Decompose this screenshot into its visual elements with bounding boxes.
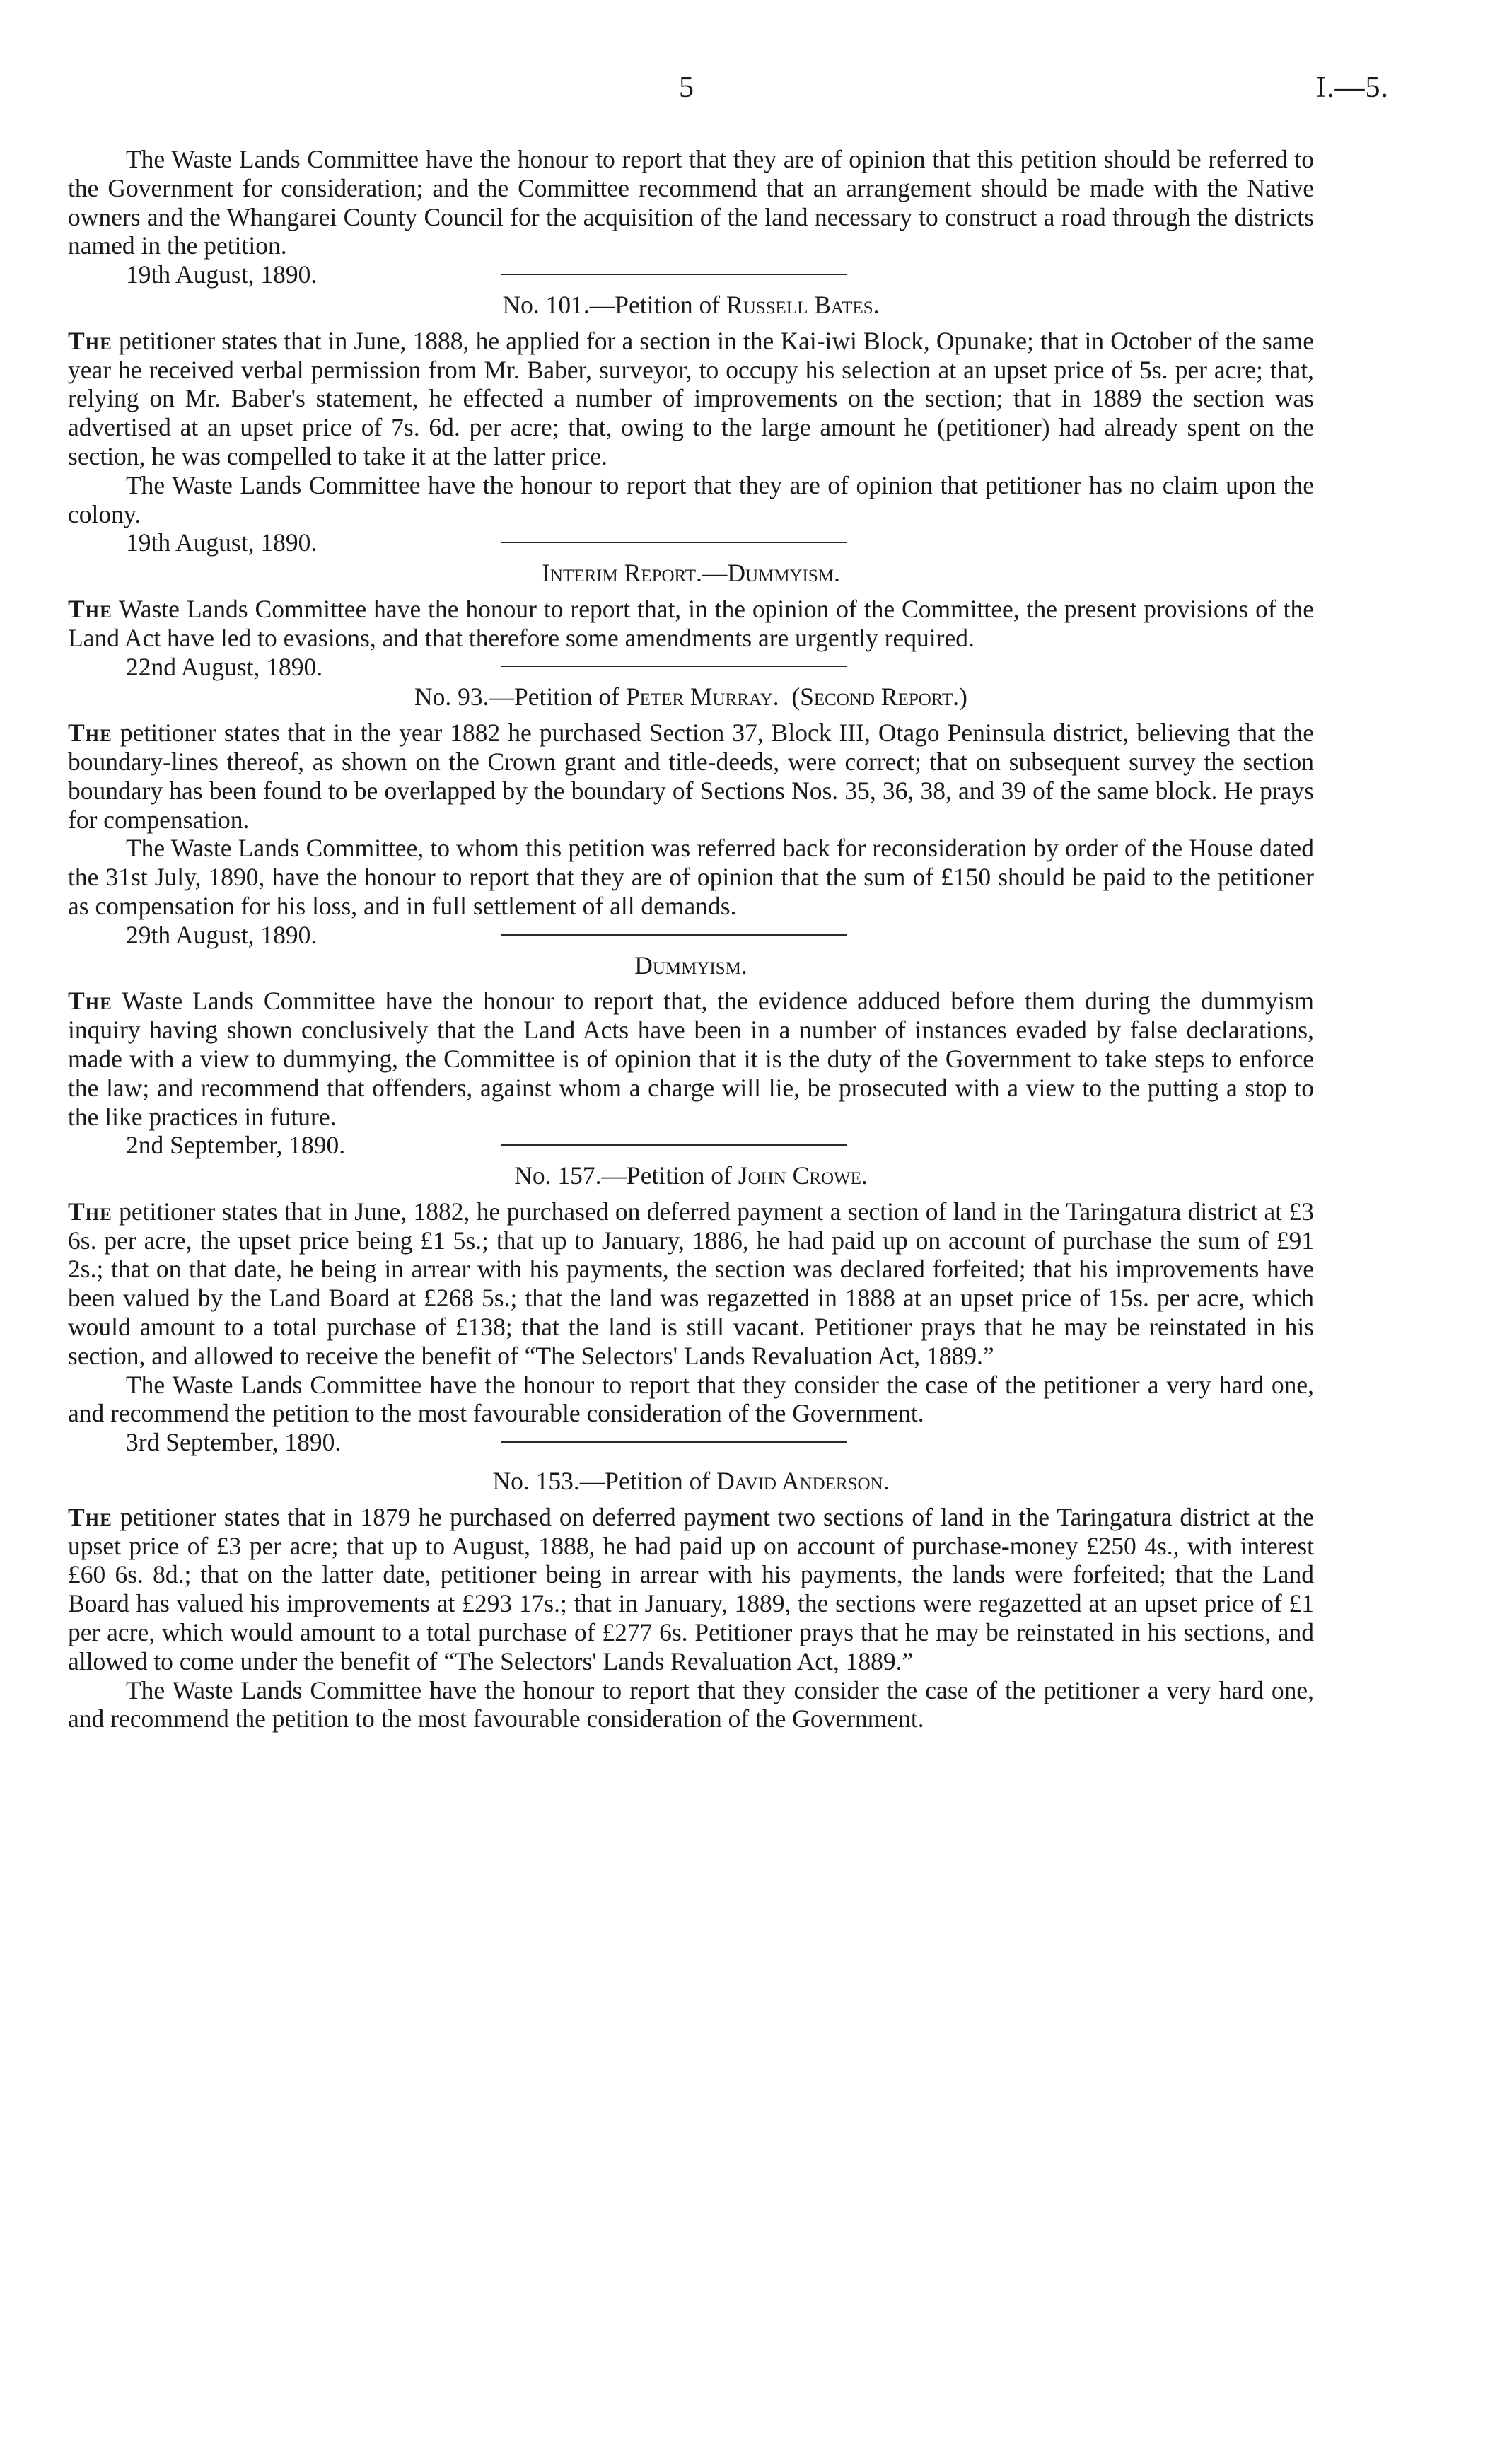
section-divider	[501, 1441, 847, 1443]
paragraph	[68, 1197, 1314, 1371]
section-heading	[68, 1161, 1314, 1190]
lead-word: The	[68, 987, 112, 1016]
lead-word: The	[68, 326, 112, 355]
lead-text: Waste Lands Committee have the honour to report that, the evidence adduced before them during the dummyism inquiry having shown conclusively that the Land Acts have been in a number of instances evaded by false declarations, made with a view to dummying, the Committee is of opinion that it is the duty of the Government to take steps to enforce the law; and recommend that offenders, against whom a charge will lie, be prosecuted with a view to the putting a stop to the like practices in future.	[68, 987, 1314, 1131]
lead-word: The	[68, 594, 112, 623]
section-divider	[501, 274, 847, 275]
lead-text: petitioner states that in the year 1882 he purchased Section 37, Block III, Otago Peninsula district, believing that the boundary-lines thereof, as shown on the Crown grant and title-deeds, were correct; that on subsequent survey the section boundary has been found to be overlapped by the boundary of Sections Nos. 35, 36, 38, and 39 of the same block. He prays for compensation.	[68, 719, 1314, 834]
lead-text: petitioner states that in June, 1888, he applied for a section in the Kai-iwi Block, Opunake; that in October of the same year he received verbal permission from Mr. Baber, surveyor, to occupy his selection at an upset price of 5s. per acre; that, relying on Mr. Baber's statement, he effected a number of improvements on the section; that in 1889 the section was advertised at an upset price of 7s. 6d. per acre; that, owing to the large amount he (petitioner) had already spent on the section, he was compelled to take it at the latter price.	[68, 326, 1314, 470]
petition-peter-murray	[68, 682, 1314, 949]
document-reference: I.—5.	[1316, 71, 1389, 104]
section-divider	[501, 542, 847, 543]
section-heading	[68, 291, 1314, 320]
paragraph	[68, 987, 1314, 1131]
paragraph	[68, 595, 1314, 653]
lead-text: petitioner states that in 1879 he purchased on deferred payment two sections of land in the Taringatura district at the upset price of £3 per acre; that up to August, 1888, he had paid up on account of purchase-money £250 4s., with interest £60 6s. 8d.; that on the latter date, petitioner being in arrear with his payments, the lands were forfeited; that the Land Board has valued his improvements at £293 17s.; that in January, 1889, the sections were regazetted at an upset price of £1 per acre, which would amount to a total purchase of £277 6s. Petitioner prays that he may be reinstated in his sections, and allowed to come under the benefit of “The Selectors' Lands Revaluation Act, 1889.”	[68, 1502, 1314, 1675]
report-date: 2nd September, 1890.	[126, 1131, 346, 1160]
petition-john-crowe	[68, 1161, 1314, 1457]
heading-title: Interim Report.—Dummyism.	[542, 559, 840, 588]
section-divider	[501, 1144, 847, 1146]
lead-word: The	[68, 719, 112, 748]
paragraph: The Waste Lands Committee have the honour to report that they consider the case of the petitioner a very hard one, and recommend the petition to the most favourable consideration of the Government.	[68, 1370, 1314, 1428]
paragraph	[68, 327, 1314, 471]
section-heading	[68, 559, 1314, 588]
paragraph: The Waste Lands Committee have the honour to report that they are of opinion that petitioner has no claim upon the colony.	[68, 470, 1314, 528]
report-dummyism	[68, 951, 1314, 1160]
petitioner-name: Russell Bates.	[726, 290, 880, 319]
section-divider	[501, 666, 847, 667]
section-heading	[68, 682, 1314, 711]
report-date: 22nd August, 1890.	[126, 652, 323, 681]
paragraph	[68, 1503, 1314, 1676]
report-date: 19th August, 1890.	[126, 528, 318, 557]
petition-david-anderson	[68, 1467, 1314, 1733]
petitioner-name: Peter Murray.	[625, 682, 779, 711]
heading-prefix: No. 153.—Petition of	[492, 1467, 711, 1496]
section-divider	[501, 934, 847, 936]
lead-text: Waste Lands Committee have the honour to report that, in the opinion of the Committee, the present provisions of the Land Act have led to evasions, and that therefore some amendments are urgently required.	[68, 594, 1314, 652]
heading-prefix: No. 101.—Petition of	[502, 290, 721, 319]
lead-text: petitioner states that in June, 1882, he purchased on deferred payment a section of land in the Taringatura district at £3 6s. per acre, the upset price being £1 5s.; that up to January, 1886, he had paid up on account of purchase the sum of £91 2s.; that on that date, he being in arrear with his payments, the section was declared forfeited; that his improvements have been valued by the Land Board at £268 5s.; that the land was regazetted in 1888 at an upset price of 15s. per acre, which would amount to a total purchase of £138; that the land is still vacant. Petitioner prays that he may be reinstated in his section, and allowed to receive the benefit of “The Selectors' Lands Revaluation Act, 1889.”	[68, 1197, 1314, 1370]
heading-suffix: (Second Report.)	[791, 682, 967, 711]
petition-russell-bates	[68, 290, 1314, 557]
paragraph: The Waste Lands Committee have the honour to report that they are of opinion that this petition should be referred to the Government for consideration; and the Committee recommend that an arrangement should be made with the Native owners and the Whangarei County Council for the acquisition of the land necessary to construct a road through the districts named in the petition.	[68, 145, 1314, 260]
lead-word: The	[68, 1197, 112, 1226]
section-heading	[68, 951, 1314, 980]
document-body	[68, 145, 1314, 1733]
petitioner-name: David Anderson.	[716, 1467, 890, 1496]
paragraph: The Waste Lands Committee, to whom this petition was referred back for reconsideration by order of the House dated the 31st July, 1890, have the honour to report that they are of opinion that the sum of £150 should be paid to the petitioner as compensation for his loss, and in full settlement of all demands.	[68, 834, 1314, 920]
petitioner-name: John Crowe.	[738, 1161, 868, 1190]
report-date: 29th August, 1890.	[126, 920, 318, 949]
interim-report-dummyism	[68, 559, 1314, 681]
heading-title: Dummyism.	[634, 951, 748, 980]
report-date: 19th August, 1890.	[126, 260, 318, 289]
report-continuation	[68, 145, 1314, 289]
paragraph	[68, 719, 1314, 834]
page-number: 5	[679, 71, 694, 104]
report-date: 3rd September, 1890.	[126, 1428, 342, 1457]
paragraph: The Waste Lands Committee have the honour to report that they consider the case of the petitioner a very hard one, and recommend the petition to the most favourable consideration of the Government.	[68, 1675, 1314, 1733]
section-heading	[68, 1467, 1314, 1496]
lead-word: The	[68, 1502, 112, 1531]
heading-prefix: No. 93.—Petition of	[414, 682, 619, 711]
page-header	[0, 71, 1495, 113]
heading-prefix: No. 157.—Petition of	[514, 1161, 732, 1190]
